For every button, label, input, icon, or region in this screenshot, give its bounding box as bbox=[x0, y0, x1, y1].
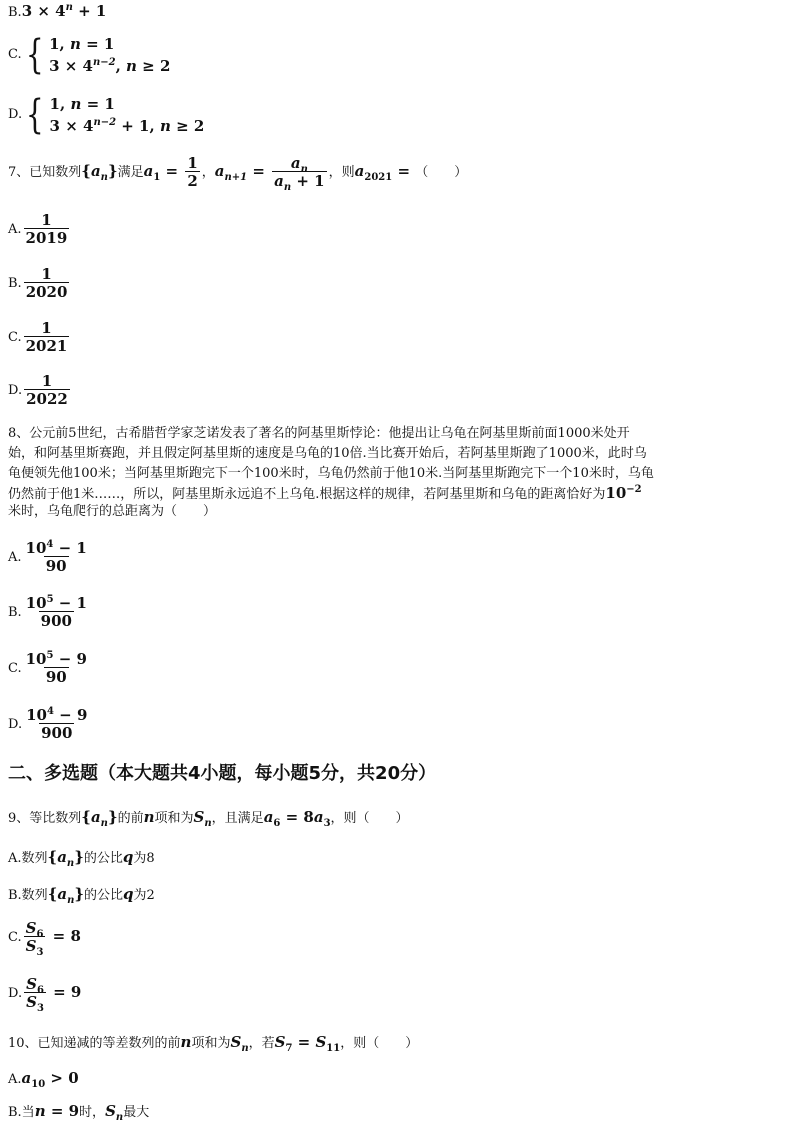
piecewise-expression: { 1, n = 1 $3 \times 4^{n-2}$, n ≥ 2 bbox=[25, 32, 171, 78]
q9-stem: 9、等比数列$\{a_n\}$的前n项和为$S_n$，且满足$a_6 = 8a_3$，则（ ） bbox=[8, 808, 409, 829]
fraction: $\frac{1}{2019}$ bbox=[25, 211, 68, 247]
fraction: $\frac{10^4 - 9}{900}$ bbox=[26, 706, 88, 742]
q8-stem-line-3: 龟便领先他100米；当阿基里斯跑完下一个100米时，乌龟仍然前于他10米.当阿基里斯跑完下一个10米时，乌龟 bbox=[8, 466, 654, 481]
fraction: $\frac{S_6}{S_3}$ bbox=[25, 919, 44, 958]
q10-option-b: B.当n = 9时，$S_n$最大 bbox=[8, 1102, 150, 1123]
q8-option-d: D. $\frac{10^4 - 9}{900}$ bbox=[8, 706, 88, 742]
fraction: $\frac{a_n}{a_n + 1}$ bbox=[274, 154, 325, 193]
fraction: $\frac{S_6}{S_3}$ bbox=[26, 975, 44, 1014]
piecewise-expression: { 1, n = 1 $3 \times 4^{n-2} + 1$, n ≥ 2 bbox=[25, 92, 205, 138]
option-label: D. bbox=[8, 107, 23, 122]
q8-stem-line-5: 米时，乌龟爬行的总距离为（ ） bbox=[8, 504, 217, 519]
q8-option-a: A. $\frac{10^4 - 1}{90}$ bbox=[8, 539, 87, 575]
fraction: $\frac{10^5 - 1}{900}$ bbox=[25, 594, 87, 630]
q10-stem: 10、已知递减的等差数列的前n项和为$S_n$，若$S_7 = S_{11}$，则（ ） bbox=[8, 1033, 419, 1054]
q8-stem-line-1: 8、公元前5世纪，古希腊哲学家芝诺发表了著名的阿基里斯悖论：他提出让乌龟在阿基里斯前面1000米处开 bbox=[8, 426, 630, 441]
q8-option-c: C. $\frac{10^5 - 9}{90}$ bbox=[8, 650, 87, 686]
brace-icon: { bbox=[25, 32, 44, 78]
option-label: B. bbox=[8, 5, 22, 20]
section-heading: 二、多选题（本大题共4小题，每小题5分，共20分） bbox=[8, 763, 437, 784]
q6-option-c bbox=[8, 33, 170, 77]
fraction: $\frac{1}{2020}$ bbox=[25, 265, 68, 301]
fraction: $\frac{1}{2021}$ bbox=[25, 319, 68, 355]
fraction: $\frac{10^5 - 9}{90}$ bbox=[25, 650, 87, 686]
q6-option-d bbox=[8, 93, 204, 137]
q7-option-d: D. $\frac{1}{2022}$ bbox=[8, 372, 68, 408]
q9-option-c: C. $\frac{S_6}{S_3}$ = 8 bbox=[8, 919, 81, 958]
q8-stem-line-2: 始，和阿基里斯赛跑，并且假定阿基里斯的速度是乌龟的10倍.当比赛开始后，若阿基里斯跑了1000米，此时乌 bbox=[8, 446, 647, 461]
q10-option-a: $A.a_{10} > 0$ bbox=[8, 1069, 79, 1090]
q8-option-b: B. $\frac{10^5 - 1}{900}$ bbox=[8, 594, 87, 630]
q6-option-b bbox=[8, 2, 106, 22]
q8-stem-line-4: 仍然前于他1米……，所以，阿基里斯永远追不上乌龟.根据这样的规律，若阿基里斯和乌龟的距离恰好为$10^{-2}$ bbox=[8, 484, 642, 502]
fraction: $\frac{10^4 - 1}{90}$ bbox=[25, 539, 87, 575]
fraction: $\frac{1}{2}$ bbox=[187, 154, 198, 190]
fraction: $\frac{1}{2022}$ bbox=[26, 372, 68, 408]
q7-option-b: B. $\frac{1}{2020}$ bbox=[8, 265, 68, 301]
q7-option-c: C. $\frac{1}{2021}$ bbox=[8, 319, 68, 355]
math-expression: $3 \times 4^n + 1$ bbox=[21, 2, 107, 20]
q7-stem: 7、已知数列$\{a_n\}$满足$a_1$ = $\frac{1}{2}$ ，$a_{n+1}$ = $\frac{a_n}{a_n + 1}$ ，则$a_{2021}$ = （ ） bbox=[8, 154, 468, 193]
q9-option-d: D. $\frac{S_6}{S_3}$ = 9 bbox=[8, 975, 82, 1014]
option-label: C. bbox=[8, 47, 22, 62]
q9-option-a: A.数列$\{a_n\}$的公比q为8 bbox=[8, 848, 155, 869]
q7-option-a: A. $\frac{1}{2019}$ bbox=[8, 211, 68, 247]
q9-option-b: B.数列$\{a_n\}$的公比q为2 bbox=[8, 885, 155, 906]
brace-icon: { bbox=[25, 92, 44, 138]
